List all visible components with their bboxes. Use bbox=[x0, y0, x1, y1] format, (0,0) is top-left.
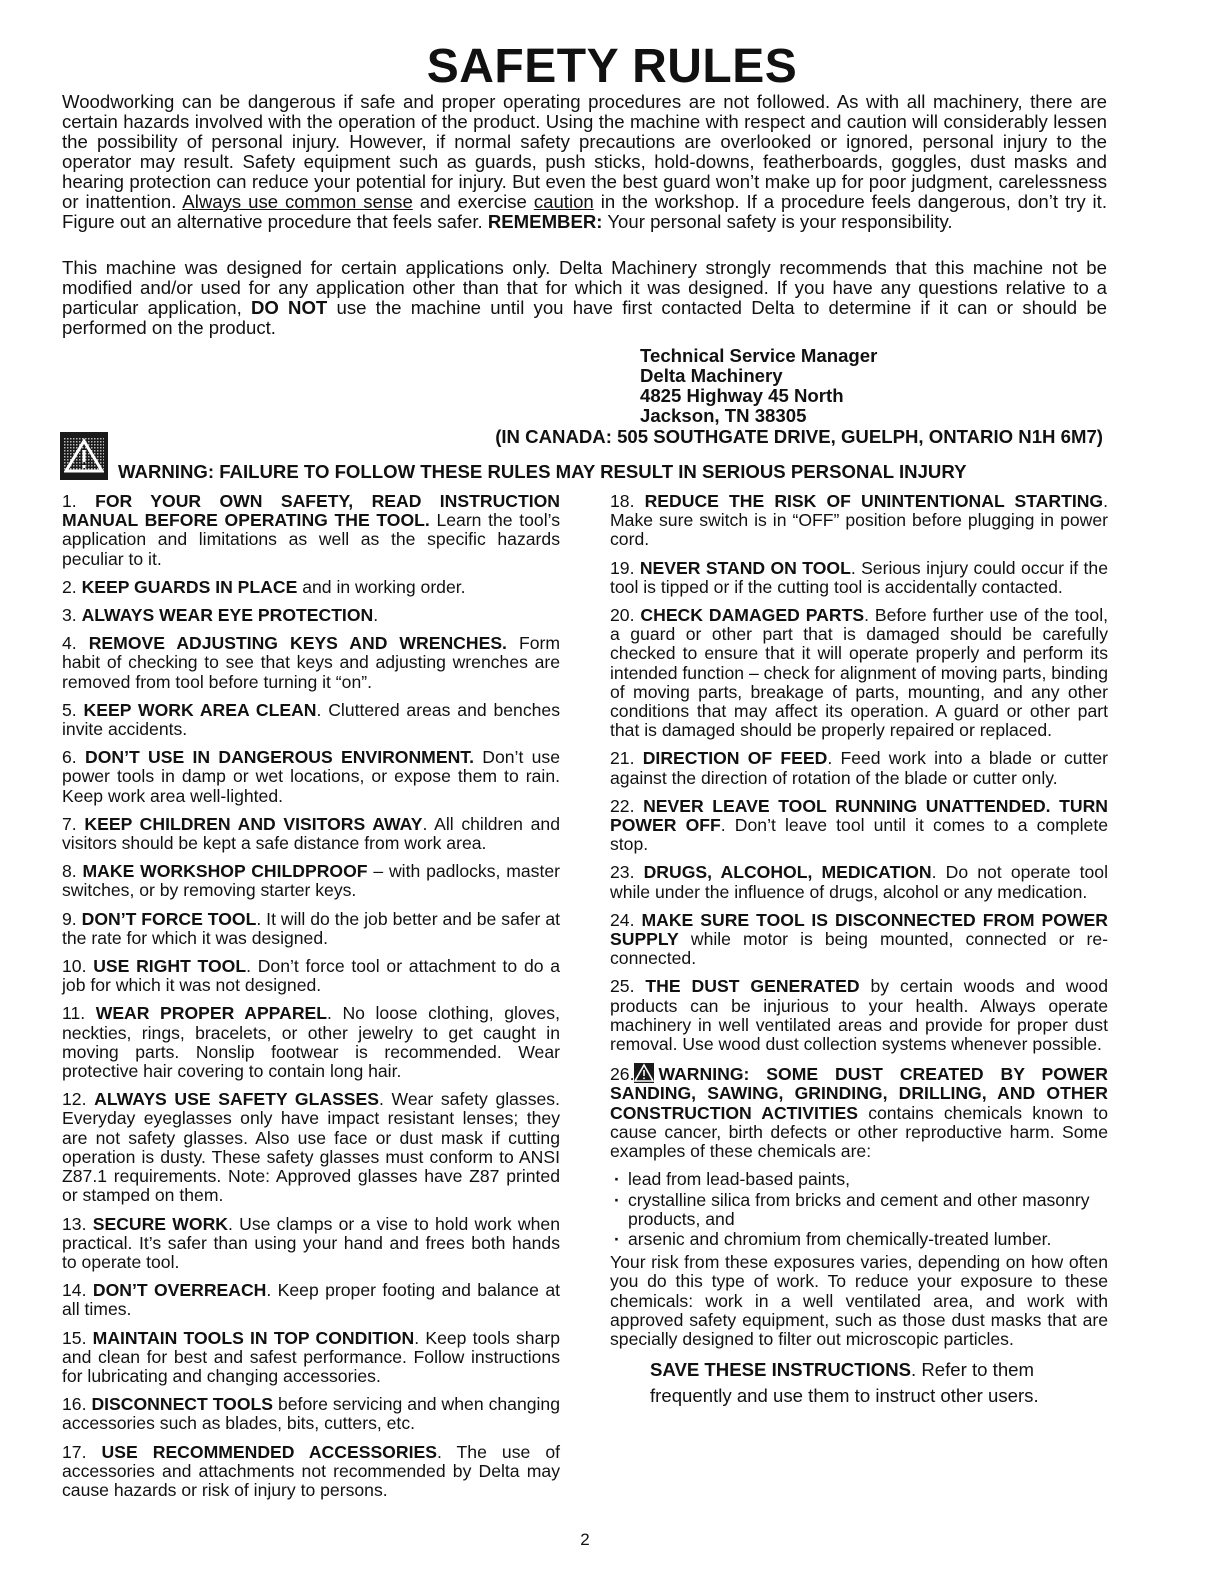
rule-heading: THE DUST GENERATED bbox=[645, 976, 860, 997]
rule-text: before servicing and when changing accessories such as blades, bits, cutters, etc. bbox=[62, 1394, 560, 1434]
rule-13 bbox=[62, 1215, 560, 1273]
rule-17 bbox=[62, 1443, 560, 1501]
rule-number: 5. bbox=[62, 699, 77, 720]
rule-26: 26. WARNING: SOME DUST CREATED BY POWER SANDING, SAWING, GRINDING, DRILLING, AND OTHER CONSTRUCTION ACTIVITIES contains chemicals known to cause cancer, birth defects or other reproductive harm. Some examples of these chemicals are: bbox=[610, 1064, 1108, 1162]
do-not-label: DO NOT bbox=[250, 297, 328, 318]
rule-8 bbox=[62, 862, 560, 900]
page-number: 2 bbox=[580, 1530, 590, 1549]
rule-heading: DON’T USE IN DANGEROUS ENVIRONMENT. bbox=[84, 747, 474, 768]
rule-text: . All children and visitors should be kept a safe distance from work area. bbox=[62, 813, 560, 854]
rule-number: 1. bbox=[62, 491, 77, 511]
intro-paragraph-2: This machine was designed for certain applications only. Delta Machinery strongly recommends that this machine not be modified and/or used for any application other than that for which it was designed. If you have any questions relative to a particular application, DO NOT use the machine until you have first contacted Delta to determine if it can or should be performed on the product. bbox=[62, 257, 1108, 338]
rule-20 bbox=[610, 606, 1108, 740]
rule-15 bbox=[62, 1329, 560, 1387]
rules-right-list bbox=[610, 492, 1108, 1054]
address-line-3: 4825 Highway 45 North bbox=[640, 385, 844, 406]
rule-heading: KEEP WORK AREA CLEAN bbox=[83, 699, 317, 720]
remember-label: REMEMBER: bbox=[487, 211, 603, 232]
rule-number: 23. bbox=[610, 862, 635, 883]
rule-number: 10. bbox=[62, 956, 87, 977]
rule-text: and in working order. bbox=[297, 576, 466, 597]
rule-text: . The use of accessories and attachments not recommended by Delta may cause hazards or risk of injury to persons. bbox=[62, 1441, 560, 1500]
rule-text: . Use clamps or a vise to hold work when practical. It’s safer than using your hand and frees both hands to operate tool. bbox=[62, 1213, 560, 1272]
rule-11 bbox=[62, 1004, 560, 1081]
rule-heading: KEEP GUARDS IN PLACE bbox=[81, 576, 298, 597]
rule-21 bbox=[610, 749, 1108, 787]
rule-text: . Wear safety glasses. Everyday eyeglasses only have impact resistant lenses; they are not safety glasses. Also use face or dust mask if cutting operation is dusty. These safety glasses must conform to ANSI Z87.1 requirements. Note: Approved glasses have Z87 printed or stamped on them. bbox=[62, 1089, 560, 1206]
rule-6 bbox=[62, 748, 560, 806]
contact-address bbox=[640, 346, 877, 426]
rule-5 bbox=[62, 701, 560, 739]
rule-18 bbox=[610, 492, 1108, 550]
rule-heading: DON’T OVERREACH bbox=[92, 1280, 267, 1301]
rule-number: 12. bbox=[62, 1089, 87, 1110]
rule-text: . Before further use of the tool, a guard or other part that is damaged should be carefully checked to ensure that it will operate properly and perform its intended function – check for alignment of moving parts, binding of moving parts, breakage of parts, mounting, and any other conditions that may affect its operation. A guard or other part that is damaged should be properly repaired or replaced. bbox=[610, 605, 1108, 741]
rule-4 bbox=[62, 634, 560, 692]
rule-text: . It will do the job better and be safer at the rate for which it was designed. bbox=[62, 908, 560, 948]
rule-1 bbox=[62, 492, 560, 569]
rule-7 bbox=[62, 815, 560, 853]
address-line-2: Delta Machinery bbox=[640, 365, 783, 386]
rule-number: 18. bbox=[610, 491, 635, 511]
rule-heading: FOR YOUR OWN SAFETY, READ INSTRUCTION MANUAL BEFORE OPERATING THE TOOL. bbox=[62, 491, 561, 531]
rule-text: . bbox=[373, 605, 379, 626]
rule-number: 20. bbox=[610, 605, 635, 626]
address-line-4: Jackson, TN 38305 bbox=[640, 405, 807, 426]
rule-number: 6. bbox=[62, 747, 77, 768]
rule-text: . Cluttered areas and benches invite accidents. bbox=[62, 699, 560, 740]
rule-24 bbox=[610, 911, 1108, 969]
rule-heading: MAKE WORKSHOP CHILDPROOF bbox=[82, 861, 368, 882]
common-sense-emphasis: Always use common sense bbox=[182, 191, 413, 212]
rule-text: . Serious injury could occur if the tool is tipped or if the cutting tool is accidentally contacted. bbox=[610, 557, 1108, 597]
rule-text: . Keep proper footing and balance at all times. bbox=[62, 1280, 560, 1320]
rule-number: 24. bbox=[610, 909, 635, 930]
rule-heading: USE RECOMMENDED ACCESSORIES bbox=[101, 1441, 437, 1462]
rule-heading: NEVER STAND ON TOOL bbox=[639, 557, 851, 578]
rule-23 bbox=[610, 863, 1108, 901]
rule-2 bbox=[62, 578, 560, 597]
rule-number: 13. bbox=[62, 1213, 87, 1234]
rule-heading: DRUGS, ALCOHOL, MEDICATION bbox=[643, 862, 932, 883]
page-title: SAFETY RULES bbox=[426, 40, 798, 93]
rule-heading: SECURE WORK bbox=[92, 1213, 228, 1234]
canada-address: (IN CANADA: 505 SOUTHGATE DRIVE, GUELPH, ONTARIO N1H 6M7) bbox=[495, 426, 1103, 447]
rule-text: by certain woods and wood products can be injurious to your health. Always operate machinery in well ventilated areas and provide for proper dust removal. Use wood dust collection systems whenever possible. bbox=[610, 976, 1108, 1055]
rule-heading: ALWAYS WEAR EYE PROTECTION bbox=[81, 605, 374, 626]
rule-12 bbox=[62, 1090, 560, 1205]
rules-left-column bbox=[62, 492, 560, 1509]
rule-number: 21. bbox=[610, 748, 635, 769]
rule-heading: ALWAYS USE SAFETY GLASSES bbox=[94, 1089, 380, 1110]
rule-heading: MAINTAIN TOOLS IN TOP CONDITION bbox=[92, 1327, 415, 1348]
rule-heading: DIRECTION OF FEED bbox=[642, 748, 828, 769]
rule-text: Learn the tool’s application and limitations as well as the specific hazards peculiar to it. bbox=[62, 510, 561, 569]
rule-number: 2. bbox=[62, 576, 77, 597]
rule-heading: WEAR PROPER APPAREL bbox=[95, 1003, 328, 1024]
rule-heading: USE RIGHT TOOL bbox=[93, 956, 247, 977]
list-item: · crystalline silica from bricks and cement and other masonry products, and bbox=[610, 1191, 1108, 1229]
rule-heading: CHECK DAMAGED PARTS bbox=[640, 605, 865, 626]
save-instructions: SAVE THESE INSTRUCTIONS. Refer to them frequently and use them to instruct other users. bbox=[650, 1359, 1039, 1407]
rule-text: Form habit of checking to see that keys and adjusting wrenches are removed from tool before turning it “on”. bbox=[62, 633, 560, 692]
rule-number: 25. bbox=[610, 976, 635, 997]
rules-right-column bbox=[610, 492, 1108, 1409]
rule-heading: REMOVE ADJUSTING KEYS AND WRENCHES. bbox=[88, 633, 507, 654]
rule-number: 22. bbox=[610, 795, 635, 816]
caution-emphasis: caution bbox=[533, 191, 594, 212]
rule-text: Don’t use power tools in damp or wet locations, or expose them to rain. Keep work area well-lighted. bbox=[62, 747, 560, 806]
rule-text: . Don’t leave tool until it comes to a complete stop. bbox=[610, 815, 1108, 855]
rule-heading: REDUCE THE RISK OF UNINTENTIONAL STARTING bbox=[644, 491, 1104, 511]
rule-10 bbox=[62, 957, 560, 995]
rule-3 bbox=[62, 606, 560, 625]
rule-9 bbox=[62, 910, 560, 948]
rule-14 bbox=[62, 1281, 560, 1319]
rule-number: 19. bbox=[610, 557, 635, 578]
rule-19 bbox=[610, 559, 1108, 597]
intro-paragraph-1: Woodworking can be dangerous if safe and proper operating procedures are not followed. As with all machinery, there are certain hazards involved with the operation of the product. Using the machine with respect and caution will considerably lessen the possibility of personal injury. However, if normal safety precautions are overlooked or ignored, personal injury to the operator may result. Safety equipment such as guards, push sticks, hold-downs, featherboards, goggles, dust masks and hearing protection can reduce your potential for injury. But even the best guard won’t make up for poor judgment, carelessness or inattention. Always use common sense and exercise caution in the workshop. If a procedure feels dangerous, don’t try it. Figure out an alternative procedure that feels safer. REMEMBER: Your personal safety is your responsibility. bbox=[62, 91, 1107, 232]
chemical-list bbox=[610, 1170, 1108, 1249]
rule-text: while motor is being mounted, connected or re-connected. bbox=[610, 929, 1108, 969]
rule-number: 11. bbox=[62, 1003, 86, 1024]
warning-triangle-icon bbox=[60, 432, 108, 480]
rule-text: – with padlocks, master switches, or by removing starter keys. bbox=[62, 861, 560, 901]
rule-heading: MAKE SURE TOOL IS DISCONNECTED FROM POWER SUPPLY bbox=[610, 909, 1108, 950]
rule-heading: DISCONNECT TOOLS bbox=[91, 1394, 274, 1415]
warning-triangle-icon bbox=[634, 1063, 654, 1083]
rule-text: . Make sure switch is in “OFF” position before plugging in power cord. bbox=[610, 491, 1108, 550]
rule-text: . Don’t force tool or attachment to do a job for which it was not designed. bbox=[62, 956, 561, 996]
rule-number: 7. bbox=[62, 813, 77, 834]
rule-25 bbox=[610, 977, 1108, 1054]
rule-22 bbox=[610, 797, 1108, 855]
rule-number: 4. bbox=[62, 633, 77, 654]
rule-number: 16. bbox=[62, 1394, 87, 1415]
list-item: · arsenic and chromium from chemically-treated lumber. bbox=[610, 1230, 1108, 1249]
rule-heading: DON’T FORCE TOOL bbox=[81, 908, 257, 929]
rule-number: 15. bbox=[62, 1327, 87, 1348]
rule-text: . No loose clothing, gloves, neckties, rings, bracelets, or other jewelry to get caught in moving parts. Nonslip footwear is recommended. Wear protective hair covering to contain long hair. bbox=[62, 1003, 560, 1082]
rule-heading: KEEP CHILDREN AND VISITORS AWAY bbox=[84, 813, 423, 834]
exposure-paragraph: Your risk from these exposures varies, depending on how often you do this type of work. To reduce your exposure to these chemicals: work in a well ventilated area, and work with approved safety equipment, such as those dust masks that are specially designed to filter out microscopic particles. bbox=[610, 1252, 1108, 1349]
rule-text: . Keep tools sharp and clean for best and safest performance. Follow instructions for lubricating and changing accessories. bbox=[62, 1327, 560, 1386]
rule-number: 8. bbox=[62, 861, 77, 882]
address-line-1: Technical Service Manager bbox=[640, 345, 878, 366]
rule-16 bbox=[62, 1395, 560, 1433]
warning-heading: WARNING: FAILURE TO FOLLOW THESE RULES MAY RESULT IN SERIOUS PERSONAL INJURY bbox=[118, 461, 967, 482]
rule-text: . Feed work into a blade or cutter against the direction of rotation of the blade or cutter only. bbox=[610, 748, 1108, 788]
rule-heading: NEVER LEAVE TOOL RUNNING UNATTENDED. TURN POWER OFF bbox=[610, 795, 1108, 836]
rule-number: 3. bbox=[62, 605, 77, 626]
rule-text: . Do not operate tool while under the influence of drugs, alcohol or any medication. bbox=[610, 862, 1108, 902]
rule-number: 14. bbox=[62, 1280, 87, 1301]
rule-number: 9. bbox=[62, 908, 77, 929]
rule-number: 17. bbox=[62, 1441, 87, 1462]
list-item: · lead from lead-based paints, bbox=[610, 1170, 1108, 1189]
